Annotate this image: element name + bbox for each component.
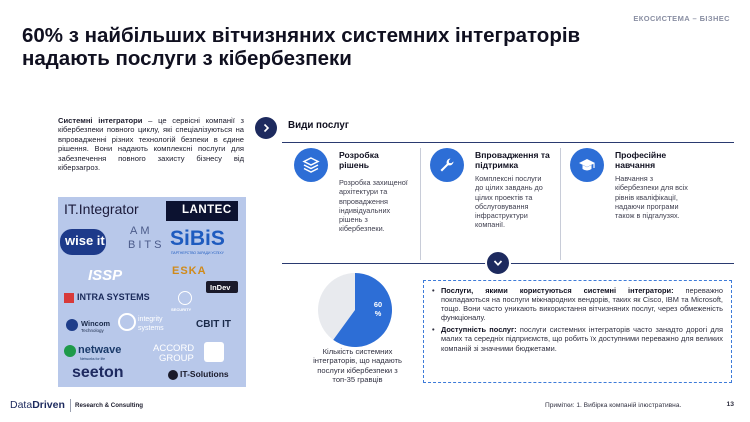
- logo-lantec: LANTEC: [182, 204, 232, 216]
- info-item: [432, 286, 723, 322]
- bsecurity-emblem: [178, 291, 192, 305]
- brand-logo: [10, 399, 65, 411]
- intro-text: – це сервісні компанії з кібербезпеки повного циклу, які спеціалізуються на впровадженні різних технологій безпеки в єдине рішення. Вони надають комплексні послуги для забезпечення повного захисту бізнесу від кіберзагроз.: [58, 116, 244, 173]
- info-item: [432, 325, 723, 352]
- service-card-development: [294, 146, 424, 260]
- logo-sibis: SiBiS: [170, 227, 225, 250]
- logo-cbit: CBIT IT: [196, 319, 231, 330]
- info-item-lead: Послуги, якими користуються системні інтегратори:: [441, 286, 674, 295]
- brand-subtitle: Research & Consulting: [75, 402, 144, 409]
- intra-square-icon: [64, 293, 74, 303]
- integrity-emblem: [118, 313, 136, 331]
- service-description: Навчання з кібербезпеки для всіх рівнів кваліфікації, надаючи програми також в підгалузях.: [615, 174, 688, 221]
- intro-paragraph: [58, 116, 244, 172]
- logo-seeton: seeton: [72, 364, 124, 381]
- wrench-icon: [430, 148, 464, 182]
- itsolutions-mark-icon: [168, 370, 178, 380]
- logo-wincom: Wincom: [81, 319, 111, 328]
- logo-netwave-sub: Networks for life: [80, 357, 106, 361]
- logo-accord-group-1: ACCORD: [153, 343, 195, 354]
- info-item-text: переважно покладаються на послуги міжнародних вендорів, таких як Cisco, IBM та Microsoft, тощо. Вони часто уникають використання вітчизняних послуг, через обмеженість функціоналу.: [441, 286, 723, 323]
- logo-wincom-sub: Technology: [81, 328, 104, 333]
- footer-separator: [70, 399, 71, 412]
- logo-netwave: netwave: [78, 344, 122, 356]
- layers-icon: [294, 148, 328, 182]
- logo-it-solutions: IT-Solutions: [180, 369, 229, 379]
- accord-square-icon: [204, 342, 224, 362]
- netwave-mark-icon: [64, 345, 76, 357]
- logo-integrity-systems-2: systems: [138, 325, 164, 332]
- expand-chevron-button[interactable]: [485, 250, 511, 276]
- service-divider: [560, 148, 561, 260]
- service-card-implementation: [430, 146, 560, 260]
- intro-lead: Системні інтегратори: [58, 116, 143, 125]
- logo-integrity-systems-1: integrity: [138, 316, 163, 323]
- logo-accord-group-2: GROUP: [159, 353, 194, 364]
- service-description: Розробка захищеної архітектури та впровадження індивідуальних рішень з кібербезпеки.: [339, 178, 408, 234]
- logo-intra-systems: INTRA SYSTEMS: [77, 292, 150, 302]
- chevron-down-icon: [492, 257, 504, 269]
- integrator-logos-collage: [58, 197, 246, 387]
- footnote: Примітки: 1. Вибірка компаній ілюстративна.: [545, 402, 682, 409]
- pie-value-label: [367, 300, 389, 318]
- logo-indev: InDev: [210, 283, 231, 292]
- service-card-training: [570, 146, 730, 260]
- chevron-right-icon: [261, 123, 271, 133]
- info-item-lead: Доступність послуг:: [441, 325, 517, 335]
- logo-it-integrator: IT.Integrator: [64, 201, 139, 217]
- page-number: 13: [726, 401, 734, 408]
- category-tag: ЕКОСИСТЕМА – БІЗНЕС: [633, 14, 730, 23]
- service-divider: [420, 148, 421, 260]
- pie-caption: Кількість системних інтеграторів, що надають послуги кібербезпеки з топ-35 гравців: [313, 347, 402, 385]
- pie-value-number: 60: [373, 300, 383, 309]
- info-item-text: послуги системних інтеграторів часто занадто дорогі для малих та середніх підприємств, що робить їх доступними переважно для великих компаній зі значними бюджетами.: [441, 325, 723, 353]
- service-name: Професійне навчання: [615, 150, 667, 170]
- graduation-cap-icon: [570, 148, 604, 182]
- service-name: Впровадження та підтримка: [475, 150, 550, 170]
- logo-wise-it: wise it: [65, 233, 105, 248]
- services-divider-line: [282, 142, 734, 143]
- info-box: [423, 280, 732, 383]
- services-title: Види послуг: [288, 120, 349, 131]
- logo-ambits-bottom: BITS: [128, 239, 165, 251]
- logo-b-security: SECURITY: [171, 307, 192, 312]
- services-chevron-button[interactable]: [255, 117, 277, 139]
- brand-logo-light: Data: [10, 399, 33, 411]
- logo-eska: ESKA: [172, 265, 207, 277]
- logo-issp: ISSP: [88, 267, 123, 284]
- pie-value-percent: %: [374, 309, 382, 318]
- brand-logo-bold: Driven: [32, 399, 65, 411]
- logo-sibis-tagline: ПАРТНЕРСТВО ЗАРАДИ УСПІХУ: [171, 251, 224, 255]
- wincom-mark-icon: [66, 319, 78, 331]
- service-name: Розробка рішень: [339, 150, 379, 170]
- bullet: •: [432, 286, 435, 295]
- service-description: Комплексні послуги до цілих завдань до цілих проектів та обслуговування інфраструктури компанії.: [475, 174, 543, 230]
- bullet: •: [432, 325, 435, 335]
- logo-ambits-top: AM: [130, 225, 153, 237]
- slide-title: 60% з найбільших вітчизняних системних інтеграторів надають послуги з кібербезпеки: [22, 24, 581, 70]
